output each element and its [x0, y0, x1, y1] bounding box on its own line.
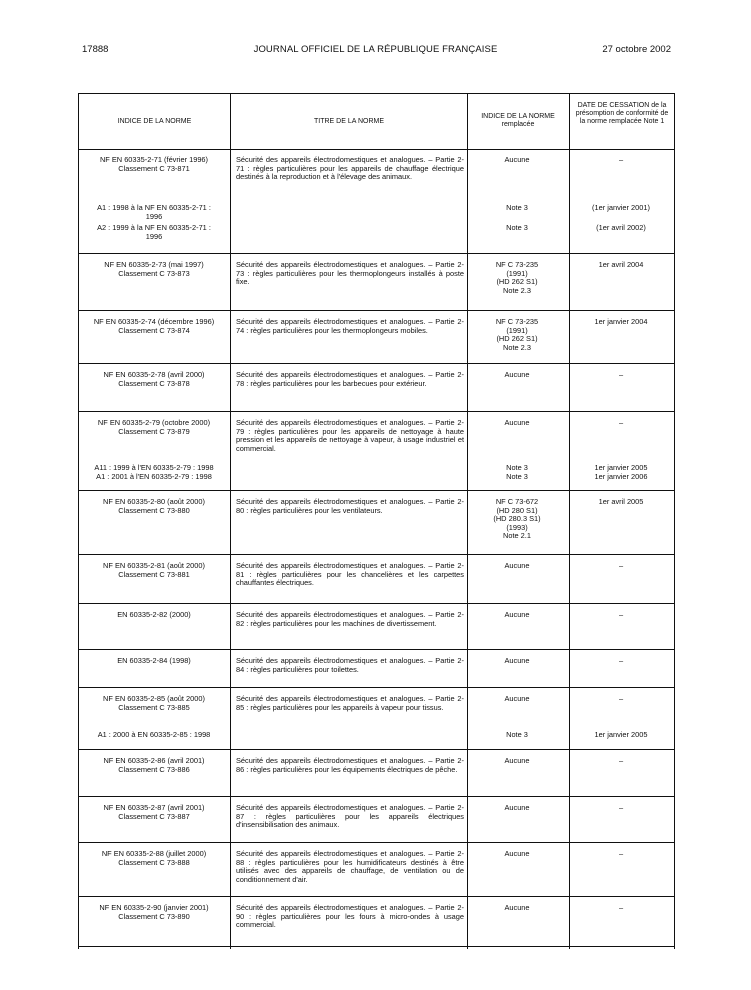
- norm-title: Sécurité des appareils électrodomestiques et analogues. – Partie 2-90 : règles particulières pour les fours à micro-ondes à usage commercial.: [236, 903, 464, 930]
- amendment-index-line: A1 : 1998 à la NF EN 60335-2-71 :: [97, 203, 211, 212]
- replaced-norm-line: Note 2.1: [503, 531, 531, 541]
- replaced-norm: [469, 757, 565, 766]
- row-divider: [79, 749, 674, 750]
- norm-index-line: EN 60335-2-84 (1998): [117, 656, 191, 665]
- amendment-index-line: 1996: [145, 231, 163, 241]
- norm-index-line: Classement C 73-888: [118, 857, 190, 867]
- cessation-date: [571, 850, 671, 859]
- row-divider: [79, 554, 674, 555]
- replaced-norm-line: Aucune: [504, 561, 530, 570]
- norm-index: [79, 904, 229, 921]
- replaced-norm: [469, 261, 565, 295]
- norm-index: [79, 261, 229, 278]
- norm-index: [79, 657, 229, 666]
- norm-index-line: NF EN 60335-2-86 (avril 2001): [103, 756, 205, 765]
- norm-index-line: EN 60335-2-82 (2000): [117, 610, 191, 619]
- cessation-date: [571, 498, 671, 507]
- cessation-date-line: –: [618, 370, 624, 379]
- replaced-norm-line: (1991): [506, 268, 528, 278]
- norm-index-line: NF EN 60335-2-71 (février 1996): [99, 155, 209, 164]
- norm-index-line: Classement C 73-873: [118, 268, 190, 278]
- cessation-date-line: –: [618, 656, 624, 665]
- norm-index: [79, 757, 229, 774]
- cessation-date: [571, 562, 671, 571]
- norm-index-line: Classement C 73-885: [118, 702, 190, 712]
- column-divider: [569, 94, 570, 949]
- norm-title: Sécurité des appareils électrodomestiques et analogues. – Partie 2-82 : règles particulières pour les machines de divertissement.: [236, 610, 464, 628]
- norm-index: [79, 318, 229, 335]
- norm-title: Sécurité des appareils électrodomestiques et analogues. – Partie 2-79 : règles particulières pour les appareils de nettoyage à haute pression et les appareils de nettoyage à vapeur, à usage industriel et commercial.: [236, 418, 464, 453]
- cessation-date-line: –: [618, 418, 624, 427]
- amendment-replaced: Note 3: [506, 223, 528, 232]
- row-divider: [79, 796, 674, 797]
- cessation-date: [571, 318, 671, 327]
- replaced-norm-line: Aucune: [504, 610, 530, 619]
- replaced-norm-line: Aucune: [504, 803, 530, 812]
- norm-index: [79, 156, 229, 173]
- replaced-norm-line: (HD 280 S1): [496, 505, 538, 515]
- norm-index-line: Classement C 73-887: [118, 811, 190, 821]
- row-divider: [79, 490, 674, 491]
- norm-index: [79, 562, 229, 579]
- column-header-indice: INDICE DE LA NORME: [117, 118, 192, 125]
- amendment-index: [79, 464, 229, 481]
- norm-index-line: Classement C 73-881: [118, 569, 190, 579]
- replaced-norm-line: Note 2.3: [503, 285, 531, 295]
- replaced-norm: [469, 804, 565, 813]
- replaced-norm-line: Aucune: [504, 694, 530, 703]
- header-divider: [79, 149, 674, 150]
- issue-date: 27 octobre 2002: [602, 44, 671, 55]
- norm-index: [79, 695, 229, 712]
- row-divider: [79, 363, 674, 364]
- replaced-norm: [469, 318, 565, 352]
- cessation-date-line: 1er avril 2005: [598, 497, 644, 506]
- cessation-date: [571, 695, 671, 704]
- row-divider: [79, 411, 674, 412]
- replaced-norm-line: Aucune: [504, 155, 530, 164]
- cessation-date: [571, 757, 671, 766]
- norm-title: Sécurité des appareils électrodomestiques et analogues. – Partie 2-78 : règles particulières pour les barbecues pour extérieur.: [236, 370, 464, 388]
- amendment-index: [79, 204, 229, 221]
- amendment-index: [79, 224, 229, 241]
- norm-index-line: NF EN 60335-2-87 (avril 2001): [103, 803, 205, 812]
- replaced-norm-line: (HD 280.3 S1): [493, 514, 541, 524]
- replaced-norm: [469, 611, 565, 620]
- cessation-date-line: –: [618, 155, 624, 164]
- norm-title: Sécurité des appareils électrodomestiques et analogues. – Partie 2-73 : règles particulières pour les thermoplongeurs installés à poste fixe.: [236, 260, 464, 287]
- cessation-date-line: –: [618, 561, 624, 570]
- norm-index-line: NF EN 60335-2-81 (août 2000): [103, 561, 205, 570]
- cessation-date-line: –: [618, 610, 624, 619]
- replaced-norm-line: (1993): [506, 522, 528, 532]
- replaced-norm-line: Aucune: [504, 903, 530, 912]
- norm-index-line: Classement C 73-886: [118, 764, 190, 774]
- cessation-date: [571, 261, 671, 270]
- replaced-norm-line: Aucune: [504, 756, 530, 765]
- amendment-date: 1er janvier 2005 1er janvier 2006: [594, 463, 648, 481]
- cessation-date-line: 1er janvier 2004: [594, 317, 648, 326]
- norm-index-line: Classement C 73-874: [118, 325, 190, 335]
- replaced-norm-line: (1991): [506, 325, 528, 335]
- norm-title: Sécurité des appareils électrodomestiques et analogues. – Partie 2-84 : règles particulières pour toilettes.: [236, 656, 464, 674]
- norm-title: Sécurité des appareils électrodomestiques et analogues. – Partie 2-71 : règles particulières pour les appareils de chauffage électrique destinés à la reproduction et à l'élevage des animaux.: [236, 155, 464, 182]
- cessation-date: [571, 657, 671, 666]
- cessation-date: [571, 371, 671, 380]
- cessation-date-line: –: [618, 803, 624, 812]
- cessation-date: [571, 156, 671, 165]
- replaced-norm: [469, 657, 565, 666]
- amendment-date: (1er janvier 2001): [592, 203, 650, 212]
- norm-title: Sécurité des appareils électrodomestiques et analogues. – Partie 2-88 : règles particulières pour les humidificateurs destinés à être utilisés avec des appareils de chauffage, de ventilation ou de conditionnement d'air.: [236, 849, 464, 884]
- norm-index: [79, 498, 229, 515]
- row-divider: [79, 603, 674, 604]
- norm-title: Sécurité des appareils électrodomestiques et analogues. – Partie 2-80 : règles particulières pour les ventilateurs.: [236, 497, 464, 515]
- replaced-norm-line: NF C 73-235: [495, 317, 539, 326]
- replaced-norm-line: NF C 73-672: [495, 497, 539, 506]
- replaced-norm: [469, 850, 565, 859]
- norm-title: Sécurité des appareils électrodomestiques et analogues. – Partie 2-74 : règles particulières pour les thermoplongeurs mobiles.: [236, 317, 464, 335]
- cessation-date: [571, 611, 671, 620]
- replaced-norm-line: NF C 73-235: [495, 260, 539, 269]
- amendment-index: [79, 731, 229, 740]
- page-header: [0, 44, 751, 58]
- replaced-norm: [469, 498, 565, 541]
- replaced-norm-line: (HD 262 S1): [496, 334, 538, 344]
- amendment-index-line: A11 : 1999 à l'EN 60335-2-79 : 1998: [94, 463, 214, 472]
- amendment-index-line: A1 : 2001 à l'EN 60335-2-79 : 1998: [96, 471, 212, 481]
- cessation-date: [571, 419, 671, 428]
- cessation-date-line: –: [618, 903, 624, 912]
- replaced-norm: [469, 419, 565, 428]
- replaced-norm: [469, 562, 565, 571]
- replaced-norm-line: Aucune: [504, 656, 530, 665]
- norm-index-line: Classement C 73-879: [118, 426, 190, 436]
- norm-title: Sécurité des appareils électrodomestiques et analogues. – Partie 2-85 : règles particulières pour les appareils à vapeur pour tissus.: [236, 694, 464, 712]
- norm-index-line: Classement C 73-878: [118, 378, 190, 388]
- column-header-remplacee: INDICE DE LA NORME remplacée: [481, 113, 555, 128]
- norm-index-line: Classement C 73-890: [118, 911, 190, 921]
- row-divider: [79, 842, 674, 843]
- row-divider: [79, 253, 674, 254]
- replaced-norm-line: (HD 262 S1): [496, 277, 538, 287]
- norm-index-line: NF EN 60335-2-85 (août 2000): [103, 694, 205, 703]
- replaced-norm-line: Aucune: [504, 370, 530, 379]
- cessation-date: [571, 804, 671, 813]
- amendment-replaced: Note 3 Note 3: [506, 463, 528, 481]
- row-divider: [79, 896, 674, 897]
- norm-title: Sécurité des appareils électrodomestiques et analogues. – Partie 2-87 : règles particulières pour les appareils électriques d'insensibilisation des animaux.: [236, 803, 464, 830]
- norm-index: [79, 804, 229, 821]
- column-divider: [467, 94, 468, 949]
- norm-index-line: NF EN 60335-2-88 (juillet 2000): [101, 849, 207, 858]
- norm-index: [79, 611, 229, 620]
- replaced-norm-line: Aucune: [504, 849, 530, 858]
- cessation-date-line: –: [618, 849, 624, 858]
- cessation-date-line: 1er avril 2004: [598, 260, 644, 269]
- norm-index-line: NF EN 60335-2-79 (octobre 2000): [97, 418, 211, 427]
- journal-title: JOURNAL OFFICIEL DE LA RÉPUBLIQUE FRANÇAISE: [253, 44, 498, 55]
- replaced-norm: [469, 156, 565, 165]
- replaced-norm: [469, 695, 565, 704]
- replaced-norm-line: Note 2.3: [503, 342, 531, 352]
- amendment-index-line: 1996: [145, 211, 163, 221]
- norm-index: [79, 850, 229, 867]
- norm-index-line: Classement C 73-871: [118, 163, 190, 173]
- amendment-replaced: Note 3: [506, 730, 528, 739]
- norm-title: Sécurité des appareils électrodomestiques et analogues. – Partie 2-81 : règles particulières pour les chancelières et les carpettes chauffantes électriques.: [236, 561, 464, 588]
- norm-index: [79, 371, 229, 388]
- norm-index-line: NF EN 60335-2-90 (janvier 2001): [99, 903, 209, 912]
- cessation-date-line: –: [618, 694, 624, 703]
- norm-index-line: NF EN 60335-2-78 (avril 2000): [103, 370, 205, 379]
- amendment-index-line: A1 : 2000 à EN 60335-2-85 : 1998: [97, 730, 211, 739]
- cessation-date-line: –: [618, 756, 624, 765]
- page-number: 17888: [82, 44, 109, 55]
- standards-table: [78, 93, 675, 949]
- norm-index-line: NF EN 60335-2-80 (août 2000): [103, 497, 205, 506]
- row-divider: [79, 310, 674, 311]
- amendment-date: (1er avril 2002): [596, 223, 646, 232]
- norm-index-line: NF EN 60335-2-74 (décembre 1996): [93, 317, 215, 326]
- row-divider: [79, 946, 674, 947]
- column-header-date: DATE DE CESSATION de la présomption de conformité de la norme remplacée Note 1: [575, 102, 669, 125]
- cessation-date: [571, 904, 671, 913]
- norm-index-line: NF EN 60335-2-73 (mai 1997): [104, 260, 204, 269]
- row-divider: [79, 687, 674, 688]
- row-divider: [79, 649, 674, 650]
- column-header-titre: TITRE DE LA NORME: [313, 118, 384, 125]
- column-divider: [230, 94, 231, 949]
- norm-index-line: Classement C 73-880: [118, 505, 190, 515]
- norm-index: [79, 419, 229, 436]
- amendment-date: 1er janvier 2005: [594, 730, 648, 739]
- norm-title: Sécurité des appareils électrodomestiques et analogues. – Partie 2-86 : règles particulières pour les équipements électriques de pêche.: [236, 756, 464, 774]
- replaced-norm: [469, 904, 565, 913]
- amendment-index-line: A2 : 1999 à la NF EN 60335-2-71 :: [97, 223, 211, 232]
- replaced-norm: [469, 371, 565, 380]
- replaced-norm-line: Aucune: [504, 418, 530, 427]
- amendment-replaced: Note 3: [506, 203, 528, 212]
